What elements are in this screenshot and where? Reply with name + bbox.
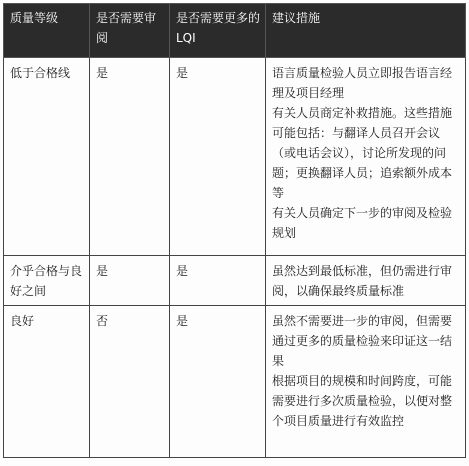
action-paragraph: 虽然达到最低标准，但仍需进行审阅，以确保最终质量标准: [272, 264, 453, 298]
header-need-more-lqi: 是否需要更多的 LQI: [170, 4, 266, 58]
cell-quality-level: 低于合格线: [4, 58, 90, 256]
header-need-review: 是否需要审阅: [90, 4, 170, 58]
action-paragraph: 根据项目的规模和时间跨度，可能需要进行多次质量检验，以便对整个项目质量进行有效监控: [272, 374, 453, 428]
cell-need-more-lqi: 是: [170, 256, 266, 306]
table-row: [4, 58, 466, 256]
cell-quality-level: 良好: [4, 306, 90, 458]
action-paragraph: 有关人员商定补救措施。这些措施可能包括：与翻译人员召开会议（或电话会议），讨论所发现的问题；更换翻译人员；追索额外成本等: [272, 106, 453, 200]
cell-need-review: 是: [90, 256, 170, 306]
quality-level-table: [3, 3, 466, 458]
table-row: [4, 256, 466, 306]
cell-suggested-actions: [266, 306, 466, 458]
action-paragraph: 虽然不需要进一步的审阅，但需要通过更多的质量检验来印证这一结果: [272, 314, 453, 368]
action-paragraph: 语言质量检验人员立即报告语言经理及项目经理: [272, 66, 453, 100]
action-paragraph: 有关人员确定下一步的审阅及检验规划: [272, 206, 453, 240]
cell-need-more-lqi: 是: [170, 306, 266, 458]
cell-need-review: 是: [90, 58, 170, 256]
cell-suggested-actions: [266, 256, 466, 306]
header-row: [4, 4, 466, 58]
cell-suggested-actions: [266, 58, 466, 256]
table-row: [4, 306, 466, 458]
cell-need-review: 否: [90, 306, 170, 458]
table-body: [4, 58, 466, 458]
header-suggested-actions: 建议措施: [266, 4, 466, 58]
header-quality-level: 质量等级: [4, 4, 90, 58]
cell-quality-level: 介乎合格与良好之间: [4, 256, 90, 306]
table-header: [4, 4, 466, 58]
cell-need-more-lqi: 是: [170, 58, 266, 256]
